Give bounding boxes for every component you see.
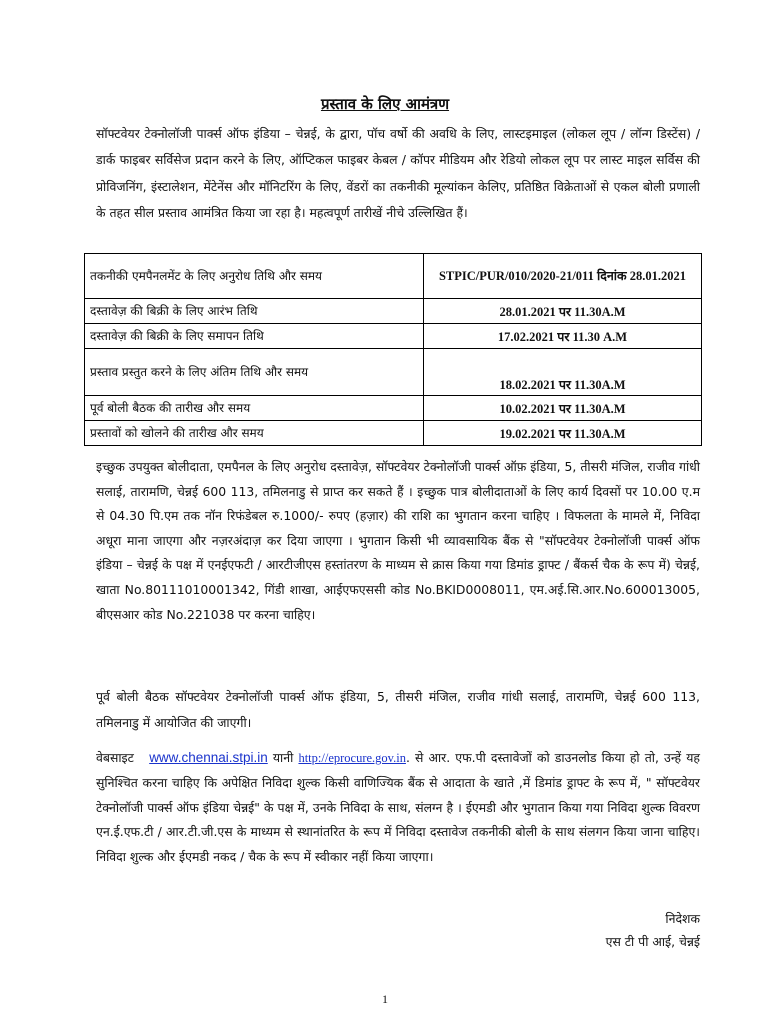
- row-value: 19.02.2021 पर 11.30A.M: [424, 421, 702, 446]
- pre-bid-meeting-paragraph: पूर्व बोली बैठक सॉफ्टवेयर टेक्नोलॉजी पार्क्स ऑफ इंडिया, 5, तीसरी मंजिल, राजीव गांधी सलाई, तारामणि, चेन्नई 600 113, तमिलनाडु में आयोजित की जाएगी।: [96, 689, 700, 730]
- signatory-office: एस टी पी आई, चेन्नई: [605, 934, 700, 949]
- table-row: [85, 421, 702, 446]
- row-label: प्रस्ताव प्रस्तुत करने के लिए अंतिम तिथि और समय: [85, 349, 424, 396]
- intro-paragraph: सॉफ्टवेयर टेक्नोलॉजी पार्क्स ऑफ इंडिया – चेन्नई, के द्वारा, पॉच वर्षो की अवधि के लिए, लास्टइमाइल (लोकल लूप / लॉन्ग डिस्टेंस) / डार्क फाइबर सर्विसेज प्रदान करने के लिए, ऑप्टिकल फाइबर केबल / कॉपर मीडियम और रेडियो लोकल लूप पर लास्ट माइल सर्विस की प्रोविजनिंग, इंस्टालेशन, मेंटेनेंस और मॉनिटरिंग के लिए, वेंडरों का तकनीकी मूल्यांकन केलिए, प्रतिष्ठित विक्रेताओं से एकल बोली प्रणाली के तहत सील प्रस्ताव आमंत्रित किया जा रहा है। महत्वपूर्ण तारीखें नीचे उल्लिखित हैं।: [96, 126, 700, 221]
- row-value: 28.01.2021 पर 11.30A.M: [424, 299, 702, 324]
- download-instructions-paragraph: [96, 746, 700, 870]
- row-label: दस्तावेज़ की बिक्री के लिए आरंभ तिथि: [85, 299, 424, 324]
- table-row: [85, 396, 702, 421]
- table-row: [85, 324, 702, 349]
- row-label: पूर्व बोली बैठक की तारीख और समय: [85, 396, 424, 421]
- page-title: प्रस्ताव के लिए आमंत्रण: [320, 95, 450, 113]
- row-value: 17.02.2021 पर 11.30 A.M: [424, 324, 702, 349]
- page-number: 1: [382, 992, 388, 1006]
- link-connector: यानी: [272, 750, 294, 765]
- stpi-website-link[interactable]: www.chennai.stpi.in: [149, 750, 268, 765]
- row-label: प्रस्तावों को खोलने की तारीख और समय: [85, 421, 424, 446]
- website-prefix: वेबसाइट: [96, 750, 134, 765]
- document-purchase-paragraph: इच्छुक उपयुक्त बोलीदाता, एमपैनल के लिए अनुरोध दस्तावेज़, सॉफ्टवेयर टेक्नोलॉजी पार्क्स ऑफ़ इंडिया, 5, तीसरी मंजिल, राजीव गांधी सलाई, तारामणि, चेन्नई 600 113, तमिलनाडु से प्राप्त कर सकते हैं । इच्छुक पात्र बोलीदाताओं के लिए कार्य दिवसों पर 10.00 ए.म से 04.30 पि.एम तक नॉन रिफंडेबल रु.1000/- रुपए (हज़ार) की राशि का भुगतान करना चाहिए । विफलता के मामले में, निविदा अधूरा माना जाएगा और नज़रअंदाज़ कर दिया जाएगा । भुगतान किसी भी व्यावसायिक बैंक से "सॉफ्टवेयर टेक्नोलॉजी पार्क्स ऑफ इंडिया – चेन्नई के पक्ष में एनईएफटी / आरटीजीएस हस्तांतरण के माध्यम से क्रास किया गया डिमांड ड्राफ्ट / बैंकर्स चैक के रूप में) चेन्नई, खाता No.80111010001342, गिंडी शाखा, आईएफएससी कोड No.BKID0008011, एम.अई.सि.आर.No.600013005, बीएसआर कोड No.221038 पर करना चाहिए।: [96, 459, 700, 622]
- table-row: [85, 349, 702, 396]
- row-value: STPIC/PUR/010/2020-21/011 दिनांक 28.01.2021: [424, 254, 702, 299]
- table-row: [85, 299, 702, 324]
- table-row: [85, 254, 702, 299]
- row-value: 18.02.2021 पर 11.30A.M: [424, 349, 702, 396]
- eprocure-website-link[interactable]: http://eprocure.gov.in: [298, 751, 406, 765]
- row-label: दस्तावेज़ की बिक्री के लिए समापन तिथि: [85, 324, 424, 349]
- row-label: तकनीकी एमपैनलमेंट के लिए अनुरोध तिथि और समय: [85, 254, 424, 299]
- row-value: 10.02.2021 पर 11.30A.M: [424, 396, 702, 421]
- important-dates-table: [84, 253, 702, 446]
- download-instructions-text: . से आर. एफ.पी दस्तावेजों को डाउनलोड किया हो तो, उन्हें यह सुनिश्चित करना चाहिए कि अपेक्षित निविदा शुल्क किसी वाणिज्यिक बैंक से आदाता के खाते ,में डिमांड ड्राफ्ट के रूप में, " सॉफ्टवेयर टेक्नोलॉजी पार्क्स ऑफ इंडिया चेन्नई" के पक्ष में, उनके निविदा के साथ, संलग्न है । ईएमडी और भुगतान किया गया निविदा शुल्क विवरण एन.ई.एफ.टी / आर.टी.जी.एस के माध्यम से स्थानांतरित के रूप में निविदा दस्तावेज तकनीकी बोली के साथ संलगन किया जाना चाहिए। निविदा शुल्क और ईएमडी नकद / चैक के रूप में स्वीकार नहीं किया जाएगा।: [96, 750, 700, 865]
- signatory-designation: निदेशक: [665, 911, 700, 926]
